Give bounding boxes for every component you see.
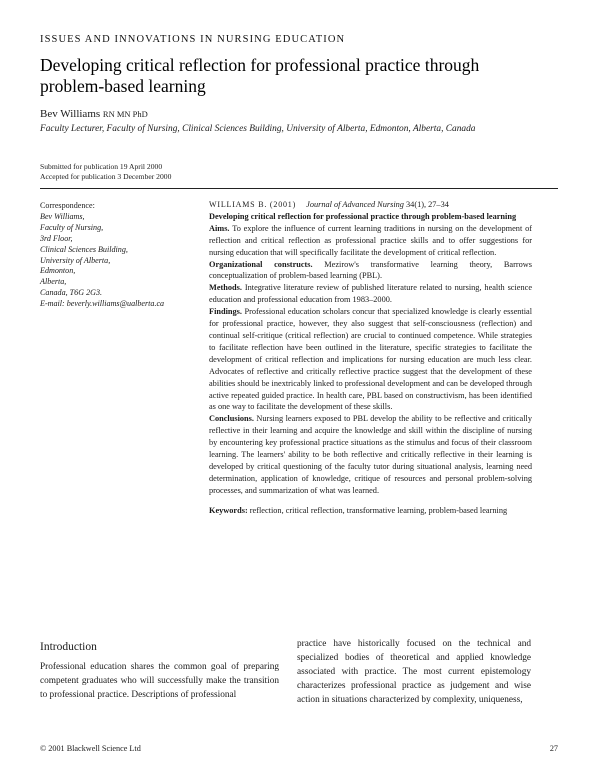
abstract-keywords <box>209 505 532 517</box>
aims-text: To explore the influence of current learning traditions in nursing on the development of reflection and critical reflection as professional practice skills and to offer suggestions for nursing education that will specifically facilitate the development of critical reflection. <box>209 223 532 257</box>
abstract-methods <box>209 282 532 306</box>
abstract-organizational <box>209 259 532 283</box>
keywords-label: Keywords: <box>209 505 248 515</box>
correspondence-block <box>40 201 200 310</box>
citation-author: WILLIAMS B. (2001) <box>209 200 297 209</box>
introduction-column-1: Professional education shares the common goal of preparing competent graduates who will successfully make the transition to professional practice. Descriptions of professional <box>40 662 279 700</box>
author-degrees: RN MN PhD <box>102 109 148 119</box>
correspondence-line: Alberta, <box>40 277 67 287</box>
header-divider <box>40 188 558 189</box>
accepted-date: Accepted for publication 3 December 2000 <box>40 172 172 181</box>
citation-volume: 34(1), 27–34 <box>406 200 449 209</box>
correspondence-email[interactable]: E-mail: beverly.williams@ualberta.ca <box>40 299 165 309</box>
abstract-block <box>209 199 532 517</box>
org-text: Mezirow's transformative learning theory, Barrows conceptualization of problem-based learning (PBL). <box>209 259 532 281</box>
methods-label: Methods. <box>209 283 242 293</box>
citation-line <box>209 199 532 211</box>
copyright-footer: © 2001 Blackwell Science Ltd <box>40 744 141 753</box>
correspondence-heading: Correspondence: <box>40 201 95 210</box>
conclusions-label: Conclusions. <box>209 414 254 424</box>
findings-text: Professional education scholars concur that specialized knowledge is clearly essential for professional practice, however, they also suggest that self-consciousness (reflection) and continual self-critique (critical reflection) are crucial to continued competence. While strategies to facilitate reflection have been outlined in the literature, specific strategies to facilitate the development of critical reflection and implications for nursing education are much less clear. Advocates of reflective and critically reflective practice suggest that the development of these abilities should be inextricably linked to professional development and can be developed through active repeated guided practice. In health care, PBL based on constructivism, has been identified as one way to facilitate the development of these skills. <box>209 307 532 412</box>
abstract-conclusions <box>209 413 532 496</box>
introduction-column-2: practice have historically focused on the technical and specialized bodies of theoretical and applied knowledge associated with practice. The most current epistemology characterizes professional practice as judgement and wise action in situations characterized by complexity, uniqueness, <box>297 639 531 705</box>
findings-label: Findings. <box>209 307 242 317</box>
keywords-text: reflection, critical reflection, transformative learning, problem-based learning <box>249 505 508 515</box>
abstract-title: Developing critical reflection for professional practice through problem-based learning <box>209 211 517 221</box>
correspondence-line: Edmonton, <box>40 266 76 276</box>
correspondence-line: Faculty of Nursing, <box>40 222 104 232</box>
author-line <box>40 108 148 120</box>
author-affiliation: Faculty Lecturer, Faculty of Nursing, Clinical Sciences Building, University of Alberta, Edmonton, Alberta, Canada <box>40 124 476 134</box>
abstract-findings <box>209 306 532 413</box>
conclusions-text: Nursing learners exposed to PBL develop the ability to be reflective and critically reflective in their learning and acquire the knowledge and skill within the discipline of nursing by encountering key professional practice situations as the stimulus and focus of their classroom learning. The learners' ability to be both reflective and critically reflective in their learning is developed by critical questioning of the faculty tutor during situational analysis, learning need determination, application of knowledge, critique of resources and personal problem-solving processes, and summarization of what was learned. <box>209 414 532 495</box>
abstract-aims <box>209 223 532 259</box>
correspondence-line: 3rd Floor, <box>40 233 73 243</box>
article-title: Developing critical reflection for professional practice through problem-based learning <box>40 55 480 96</box>
author-name: Bev Williams <box>40 108 101 120</box>
introduction-heading: Introduction <box>40 641 97 653</box>
org-label: Organizational constructs. <box>209 259 313 269</box>
correspondence-line: Clinical Sciences Building, <box>40 244 128 254</box>
publication-dates <box>40 162 171 182</box>
aims-label: Aims. <box>209 223 230 233</box>
series-heading: ISSUES AND INNOVATIONS IN NURSING EDUCATION <box>40 34 346 45</box>
methods-text: Integrative literature review of published literature related to nursing, health science education and professional education from 1983–2000. <box>209 283 532 305</box>
correspondence-line: University of Alberta, <box>40 255 111 265</box>
citation-journal: Journal of Advanced Nursing <box>306 200 404 209</box>
correspondence-line: Bev Williams, <box>40 211 85 221</box>
correspondence-line: Canada, T6G 2G3. <box>40 288 103 298</box>
submitted-date: Submitted for publication 19 April 2000 <box>40 162 163 171</box>
page-number: 27 <box>549 744 558 753</box>
